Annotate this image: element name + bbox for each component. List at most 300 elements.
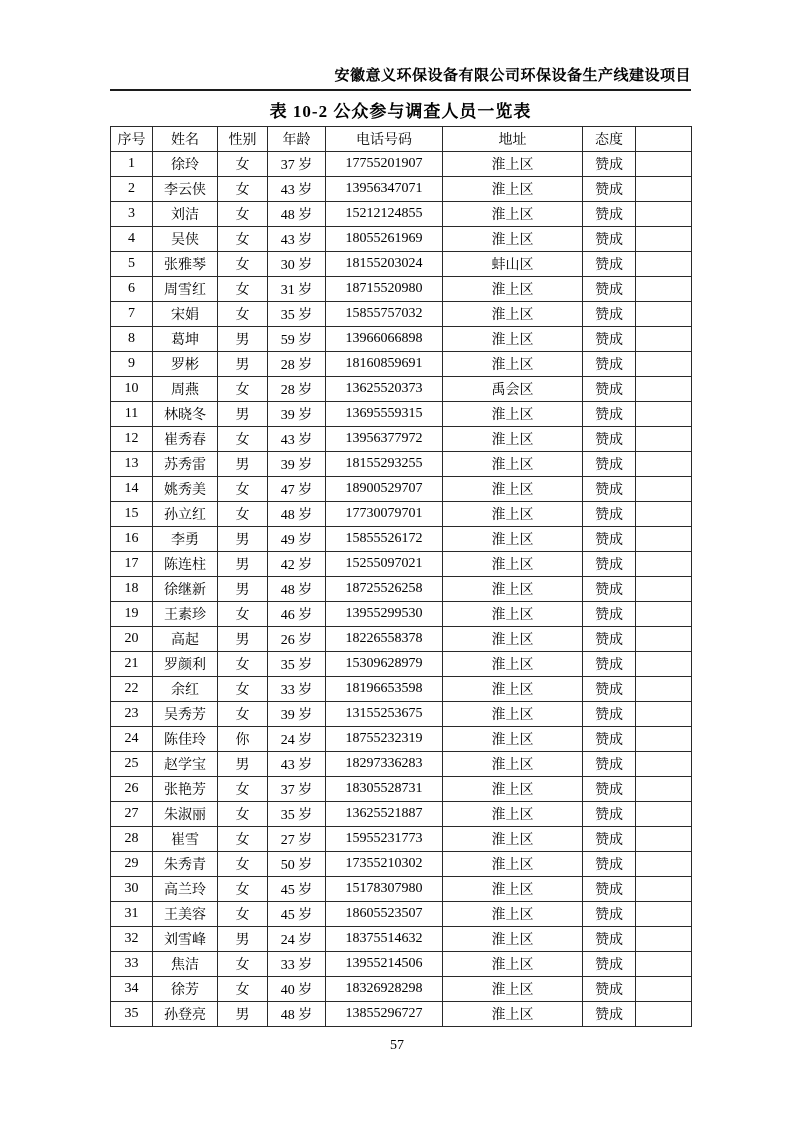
cell-age: 37 岁 [268,777,326,802]
table-row [111,577,692,602]
cell-name: 陈连柱 [153,552,218,577]
cell-address: 淮上区 [443,927,583,952]
cell-gender: 女 [218,177,268,202]
cell-name: 王美容 [153,902,218,927]
table-row [111,327,692,352]
cell-name: 苏秀雷 [153,452,218,477]
cell-blank [636,952,692,977]
cell-attitude: 赞成 [583,752,636,777]
column-header-blank [636,127,692,152]
cell-gender: 女 [218,302,268,327]
cell-gender: 女 [218,952,268,977]
cell-address: 淮上区 [443,877,583,902]
cell-name: 宋娟 [153,302,218,327]
cell-no: 31 [111,902,153,927]
cell-blank [636,752,692,777]
cell-blank [636,627,692,652]
cell-attitude: 赞成 [583,802,636,827]
cell-phone: 13625521887 [326,802,443,827]
cell-blank [636,702,692,727]
cell-blank [636,302,692,327]
table-row [111,302,692,327]
cell-blank [636,477,692,502]
cell-blank [636,152,692,177]
cell-no: 11 [111,402,153,427]
cell-no: 5 [111,252,153,277]
cell-blank [636,252,692,277]
cell-blank [636,727,692,752]
cell-age: 39 岁 [268,702,326,727]
column-header-phone: 电话号码 [326,127,443,152]
cell-phone: 13855296727 [326,1002,443,1027]
cell-phone: 18305528731 [326,777,443,802]
table-row [111,602,692,627]
cell-address: 蚌山区 [443,252,583,277]
cell-phone: 18160859691 [326,352,443,377]
cell-age: 31 岁 [268,277,326,302]
cell-age: 43 岁 [268,752,326,777]
cell-gender: 女 [218,377,268,402]
cell-address: 淮上区 [443,652,583,677]
cell-no: 3 [111,202,153,227]
table-row [111,227,692,252]
table-row [111,927,692,952]
cell-no: 7 [111,302,153,327]
cell-attitude: 赞成 [583,827,636,852]
cell-phone: 13695559315 [326,402,443,427]
cell-attitude: 赞成 [583,177,636,202]
cell-attitude: 赞成 [583,852,636,877]
cell-phone: 13955214506 [326,952,443,977]
cell-no: 22 [111,677,153,702]
table-row [111,177,692,202]
cell-no: 27 [111,802,153,827]
table-row [111,152,692,177]
cell-name: 张艳芳 [153,777,218,802]
table-row [111,802,692,827]
column-header-gender: 性别 [218,127,268,152]
table-row [111,977,692,1002]
cell-gender: 男 [218,452,268,477]
cell-age: 39 岁 [268,452,326,477]
cell-gender: 女 [218,202,268,227]
cell-attitude: 赞成 [583,877,636,902]
cell-gender: 男 [218,1002,268,1027]
cell-gender: 女 [218,802,268,827]
cell-name: 李勇 [153,527,218,552]
cell-name: 刘雪峰 [153,927,218,952]
cell-phone: 18297336283 [326,752,443,777]
cell-gender: 男 [218,402,268,427]
cell-attitude: 赞成 [583,552,636,577]
cell-attitude: 赞成 [583,727,636,752]
cell-age: 39 岁 [268,402,326,427]
cell-gender: 女 [218,252,268,277]
cell-blank [636,377,692,402]
cell-blank [636,177,692,202]
cell-address: 淮上区 [443,902,583,927]
cell-age: 43 岁 [268,177,326,202]
cell-address: 淮上区 [443,852,583,877]
cell-address: 淮上区 [443,577,583,602]
cell-no: 29 [111,852,153,877]
cell-name: 罗颜利 [153,652,218,677]
table-body [111,152,692,1027]
cell-phone: 18155293255 [326,452,443,477]
cell-blank [636,527,692,552]
cell-age: 35 岁 [268,802,326,827]
cell-name: 赵学宝 [153,752,218,777]
cell-address: 淮上区 [443,177,583,202]
cell-phone: 13155253675 [326,702,443,727]
cell-age: 48 岁 [268,202,326,227]
cell-gender: 女 [218,977,268,1002]
cell-attitude: 赞成 [583,352,636,377]
cell-phone: 15855757032 [326,302,443,327]
cell-name: 李云侠 [153,177,218,202]
column-header-address: 地址 [443,127,583,152]
cell-address: 淮上区 [443,977,583,1002]
cell-blank [636,677,692,702]
cell-no: 14 [111,477,153,502]
cell-name: 周燕 [153,377,218,402]
table-row [111,277,692,302]
cell-age: 37 岁 [268,152,326,177]
cell-gender: 女 [218,152,268,177]
table-row [111,677,692,702]
cell-blank [636,577,692,602]
cell-blank [636,802,692,827]
table-row [111,752,692,777]
table-title: 表 10-2 公众参与调查人员一览表 [269,102,532,121]
survey-participants-table [110,126,692,1027]
cell-phone: 18375514632 [326,927,443,952]
cell-attitude: 赞成 [583,927,636,952]
table-row [111,477,692,502]
cell-phone: 13955299530 [326,602,443,627]
table-row [111,377,692,402]
cell-attitude: 赞成 [583,402,636,427]
cell-address: 淮上区 [443,802,583,827]
cell-address: 淮上区 [443,402,583,427]
cell-phone: 13956377972 [326,427,443,452]
cell-address: 淮上区 [443,677,583,702]
cell-blank [636,852,692,877]
cell-address: 淮上区 [443,727,583,752]
table-row [111,727,692,752]
cell-no: 9 [111,352,153,377]
cell-no: 20 [111,627,153,652]
cell-gender: 男 [218,352,268,377]
cell-name: 吴侠 [153,227,218,252]
cell-no: 32 [111,927,153,952]
cell-name: 周雪红 [153,277,218,302]
cell-gender: 女 [218,502,268,527]
cell-phone: 15178307980 [326,877,443,902]
cell-gender: 女 [218,852,268,877]
cell-age: 24 岁 [268,727,326,752]
table-header-row [111,127,692,152]
cell-phone: 15855526172 [326,527,443,552]
cell-attitude: 赞成 [583,577,636,602]
cell-blank [636,777,692,802]
cell-no: 15 [111,502,153,527]
cell-attitude: 赞成 [583,202,636,227]
cell-attitude: 赞成 [583,427,636,452]
cell-name: 朱秀青 [153,852,218,877]
cell-phone: 18715520980 [326,277,443,302]
cell-name: 罗彬 [153,352,218,377]
table-row [111,452,692,477]
cell-gender: 男 [218,627,268,652]
cell-gender: 女 [218,777,268,802]
cell-no: 6 [111,277,153,302]
column-header-age: 年龄 [268,127,326,152]
cell-attitude: 赞成 [583,327,636,352]
cell-blank [636,202,692,227]
cell-blank [636,927,692,952]
table-row [111,502,692,527]
cell-phone: 13956347071 [326,177,443,202]
cell-no: 13 [111,452,153,477]
cell-gender: 女 [218,677,268,702]
table-row [111,202,692,227]
cell-address: 淮上区 [443,777,583,802]
cell-blank [636,902,692,927]
cell-phone: 18900529707 [326,477,443,502]
table-row [111,352,692,377]
cell-phone: 18226558378 [326,627,443,652]
cell-phone: 17755201907 [326,152,443,177]
cell-address: 淮上区 [443,1002,583,1027]
cell-address: 淮上区 [443,477,583,502]
column-header-name: 姓名 [153,127,218,152]
cell-blank [636,352,692,377]
cell-gender: 女 [218,877,268,902]
cell-address: 淮上区 [443,827,583,852]
cell-no: 23 [111,702,153,727]
cell-attitude: 赞成 [583,277,636,302]
cell-blank [636,502,692,527]
cell-name: 陈佳玲 [153,727,218,752]
cell-attitude: 赞成 [583,377,636,402]
cell-name: 徐芳 [153,977,218,1002]
cell-address: 淮上区 [443,702,583,727]
cell-phone: 18055261969 [326,227,443,252]
cell-age: 49 岁 [268,527,326,552]
cell-no: 1 [111,152,153,177]
cell-no: 35 [111,1002,153,1027]
cell-attitude: 赞成 [583,602,636,627]
cell-no: 18 [111,577,153,602]
cell-no: 12 [111,427,153,452]
cell-no: 33 [111,952,153,977]
cell-name: 王素珍 [153,602,218,627]
cell-phone: 13966066898 [326,327,443,352]
cell-attitude: 赞成 [583,952,636,977]
cell-blank [636,452,692,477]
cell-name: 张雅琴 [153,252,218,277]
cell-age: 50 岁 [268,852,326,877]
cell-attitude: 赞成 [583,527,636,552]
cell-gender: 男 [218,327,268,352]
cell-blank [636,227,692,252]
cell-gender: 男 [218,552,268,577]
cell-name: 崔雪 [153,827,218,852]
cell-attitude: 赞成 [583,677,636,702]
cell-name: 葛坤 [153,327,218,352]
cell-name: 孙登亮 [153,1002,218,1027]
cell-attitude: 赞成 [583,777,636,802]
cell-age: 42 岁 [268,552,326,577]
cell-phone: 18755232319 [326,727,443,752]
cell-age: 45 岁 [268,877,326,902]
cell-address: 淮上区 [443,527,583,552]
table-row [111,702,692,727]
cell-address: 淮上区 [443,452,583,477]
cell-blank [636,652,692,677]
cell-name: 孙立红 [153,502,218,527]
cell-address: 淮上区 [443,552,583,577]
cell-name: 刘洁 [153,202,218,227]
cell-no: 17 [111,552,153,577]
cell-no: 21 [111,652,153,677]
table-row [111,1002,692,1027]
cell-no: 8 [111,327,153,352]
cell-attitude: 赞成 [583,252,636,277]
cell-gender: 女 [218,652,268,677]
cell-blank [636,977,692,1002]
table-row [111,877,692,902]
cell-age: 35 岁 [268,652,326,677]
cell-blank [636,1002,692,1027]
cell-age: 59 岁 [268,327,326,352]
cell-phone: 13625520373 [326,377,443,402]
table-row [111,627,692,652]
cell-gender: 男 [218,752,268,777]
cell-blank [636,602,692,627]
cell-phone: 18196653598 [326,677,443,702]
cell-age: 46 岁 [268,602,326,627]
table-row [111,427,692,452]
cell-attitude: 赞成 [583,652,636,677]
cell-no: 34 [111,977,153,1002]
cell-attitude: 赞成 [583,302,636,327]
cell-no: 16 [111,527,153,552]
cell-attitude: 赞成 [583,1002,636,1027]
cell-age: 40 岁 [268,977,326,1002]
cell-address: 淮上区 [443,202,583,227]
cell-gender: 女 [218,827,268,852]
page-number: 57 [390,1038,404,1053]
cell-no: 30 [111,877,153,902]
cell-gender: 男 [218,927,268,952]
table-row [111,252,692,277]
cell-no: 28 [111,827,153,852]
cell-address: 淮上区 [443,302,583,327]
cell-no: 24 [111,727,153,752]
cell-name: 焦洁 [153,952,218,977]
cell-name: 吴秀芳 [153,702,218,727]
cell-attitude: 赞成 [583,477,636,502]
cell-address: 淮上区 [443,427,583,452]
cell-age: 48 岁 [268,1002,326,1027]
cell-age: 43 岁 [268,227,326,252]
cell-blank [636,827,692,852]
cell-age: 45 岁 [268,902,326,927]
table-row [111,652,692,677]
cell-no: 2 [111,177,153,202]
cell-phone: 18725526258 [326,577,443,602]
cell-name: 崔秀春 [153,427,218,452]
cell-address: 淮上区 [443,227,583,252]
cell-gender: 女 [218,902,268,927]
cell-age: 33 岁 [268,952,326,977]
cell-phone: 18155203024 [326,252,443,277]
cell-blank [636,277,692,302]
cell-phone: 15255097021 [326,552,443,577]
table-row [111,827,692,852]
cell-no: 19 [111,602,153,627]
cell-name: 徐玲 [153,152,218,177]
cell-no: 4 [111,227,153,252]
cell-address: 淮上区 [443,752,583,777]
cell-address: 淮上区 [443,502,583,527]
cell-name: 高兰玲 [153,877,218,902]
cell-name: 林晓冬 [153,402,218,427]
cell-age: 48 岁 [268,577,326,602]
cell-blank [636,327,692,352]
document-header-project-title: 安徽意义环保设备有限公司环保设备生产线建设项目 [110,64,691,91]
table-row [111,777,692,802]
cell-gender: 女 [218,702,268,727]
cell-age: 35 岁 [268,302,326,327]
column-header-no: 序号 [111,127,153,152]
cell-no: 10 [111,377,153,402]
cell-age: 28 岁 [268,377,326,402]
cell-name: 姚秀美 [153,477,218,502]
cell-attitude: 赞成 [583,452,636,477]
cell-attitude: 赞成 [583,702,636,727]
cell-attitude: 赞成 [583,502,636,527]
cell-attitude: 赞成 [583,902,636,927]
table-row [111,952,692,977]
cell-gender: 女 [218,477,268,502]
cell-gender: 男 [218,577,268,602]
cell-gender: 女 [218,227,268,252]
cell-blank [636,402,692,427]
cell-attitude: 赞成 [583,227,636,252]
cell-attitude: 赞成 [583,627,636,652]
cell-phone: 18605523507 [326,902,443,927]
cell-phone: 17355210302 [326,852,443,877]
table-row [111,527,692,552]
cell-age: 30 岁 [268,252,326,277]
cell-age: 27 岁 [268,827,326,852]
cell-attitude: 赞成 [583,152,636,177]
cell-gender: 女 [218,602,268,627]
cell-address: 淮上区 [443,602,583,627]
table-row [111,552,692,577]
table-row [111,402,692,427]
cell-no: 26 [111,777,153,802]
cell-no: 25 [111,752,153,777]
cell-name: 朱淑丽 [153,802,218,827]
column-header-attitude: 态度 [583,127,636,152]
cell-age: 28 岁 [268,352,326,377]
cell-phone: 17730079701 [326,502,443,527]
cell-age: 33 岁 [268,677,326,702]
